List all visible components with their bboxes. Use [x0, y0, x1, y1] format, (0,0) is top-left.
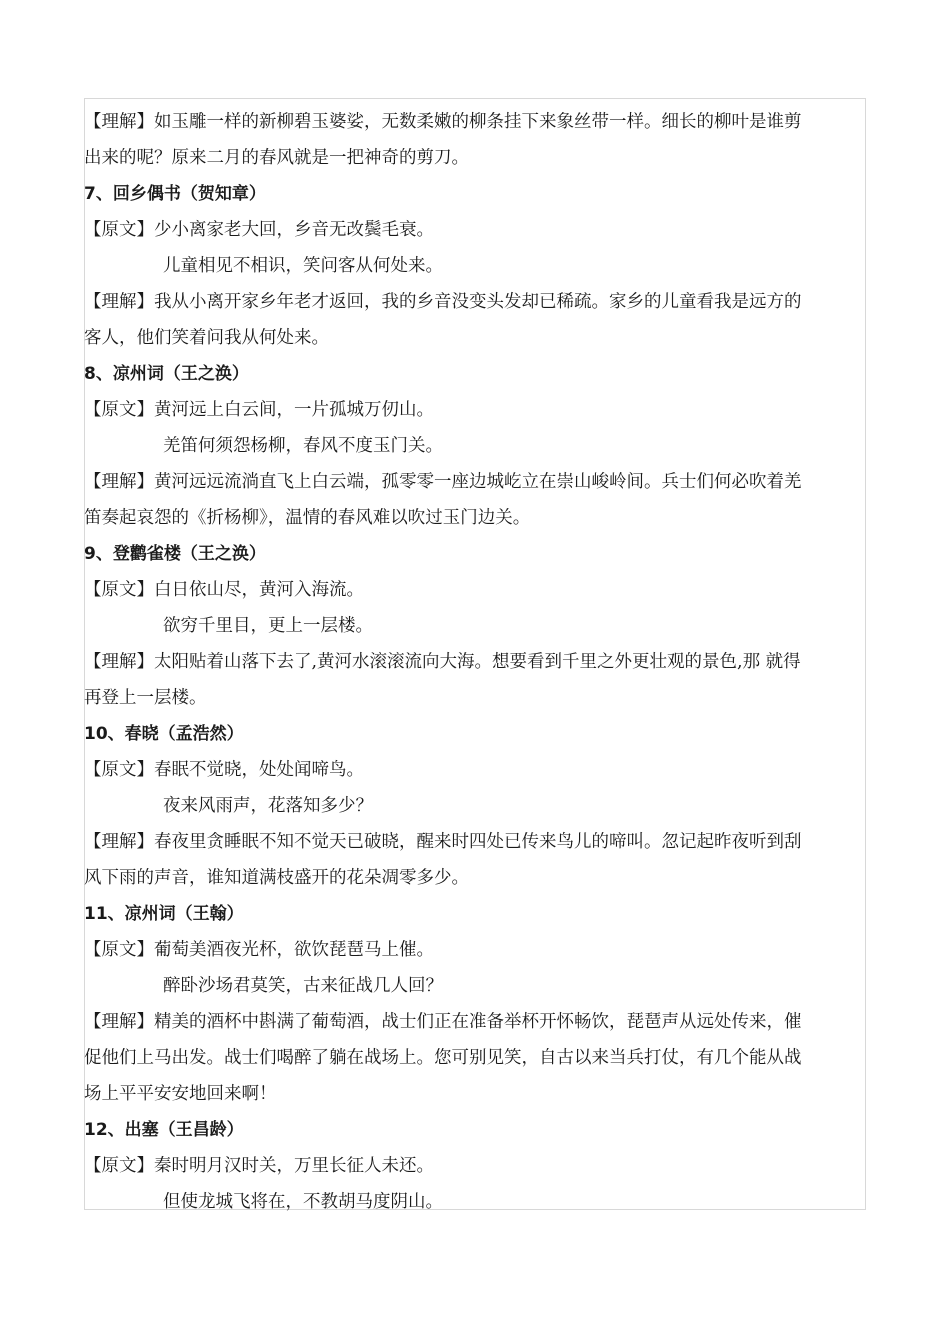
original-text-continuation: 儿童相见不相识，笑问客从何处来。: [163, 256, 443, 276]
original-text-line: 【原文】白日依山尽，黄河入海流。: [84, 580, 364, 600]
text-line: 【理解】我从小离开家乡年老才返回，我的乡音没变头发却已稀疏。家乡的儿童看我是远方的: [84, 292, 802, 312]
original-text-continuation: 夜来风雨声，花落知多少？: [163, 796, 373, 816]
original-text-line: 【原文】少小离家老大回，乡音无改鬓毛衰。: [84, 220, 434, 240]
text-line: 【理解】黄河远远流淌直飞上白云端，孤零零一座边城屹立在崇山峻岭间。兵士们何必吹着羌: [84, 472, 802, 492]
original-text-continuation: 醉卧沙场君莫笑，古来征战几人回？: [163, 976, 443, 996]
original-text-continuation: 羌笛何须怨杨柳，春风不度玉门关。: [163, 436, 443, 456]
original-text-line: 【原文】秦时明月汉时关，万里长征人未还。: [84, 1156, 434, 1176]
poem-title: 11、凉州词（王翰）: [84, 904, 244, 924]
document-body: [84, 104, 876, 1220]
text-line: 再登上一层楼。: [84, 688, 207, 708]
text-line: 出来的呢？原来二月的春风就是一把神奇的剪刀。: [84, 148, 469, 168]
poem-title: 7、回乡偶书（贺知章）: [84, 184, 266, 204]
original-text-line: 【原文】黄河远上白云间，一片孤城万仞山。: [84, 400, 434, 420]
original-text-continuation: 欲穷千里目，更上一层楼。: [163, 616, 373, 636]
poem-title: 10、春晓（孟浩然）: [84, 724, 244, 744]
text-line: 客人，他们笑着问我从何处来。: [84, 328, 329, 348]
text-line: 【理解】精美的酒杯中斟满了葡萄酒，战士们正在准备举杯开怀畅饮，琵琶声从远处传来，催: [84, 1012, 802, 1032]
text-line: 【理解】如玉雕一样的新柳碧玉婆娑，无数柔嫩的柳条挂下来象丝带一样。细长的柳叶是谁剪: [84, 112, 802, 132]
text-line: 【理解】春夜里贪睡眠不知不觉天已破晓，醒来时四处已传来鸟儿的啼叫。忽记起昨夜听到刮: [84, 832, 802, 852]
poem-title: 12、出塞（王昌龄）: [84, 1120, 244, 1140]
original-text-line: 【原文】葡萄美酒夜光杯，欲饮琵琶马上催。: [84, 940, 434, 960]
text-line: 场上平平安安地回来啊！: [84, 1084, 277, 1104]
text-line: 【理解】太阳贴着山落下去了,黄河水滚滚流向大海。想要看到千里之外更壮观的景色,那 就得: [84, 652, 801, 672]
poem-title: 8、凉州词（王之涣）: [84, 364, 249, 384]
original-text-line: 【原文】春眠不觉晓，处处闻啼鸟。: [84, 760, 364, 780]
text-line: 促他们上马出发。战士们喝醉了躺在战场上。您可别见笑，自古以来当兵打仗，有几个能从战: [84, 1048, 802, 1068]
poem-title: 9、登鹳雀楼（王之涣）: [84, 544, 266, 564]
text-line: 笛奏起哀怨的《折杨柳》，温情的春风难以吹过玉门边关。: [84, 508, 531, 528]
original-text-continuation: 但使龙城飞将在，不教胡马度阴山。: [163, 1192, 443, 1212]
text-line: 风下雨的声音，谁知道满枝盛开的花朵凋零多少。: [84, 868, 469, 888]
